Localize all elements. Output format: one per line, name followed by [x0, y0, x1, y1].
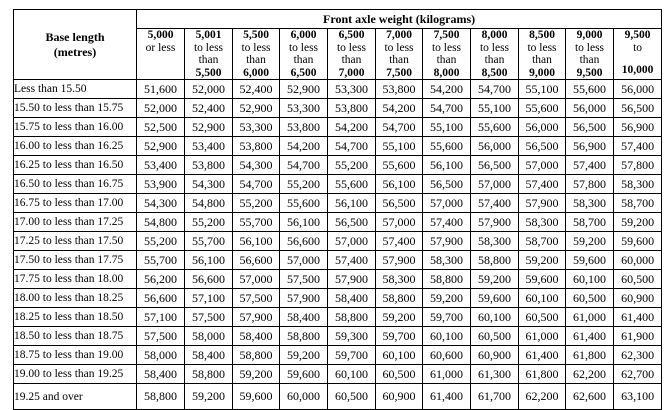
table-row: [14, 137, 662, 156]
table-cell: 59,200: [423, 289, 471, 308]
table-cell: 60,500: [376, 365, 423, 384]
table-cell: 53,800: [233, 137, 280, 156]
table-cell: 53,400: [185, 137, 233, 156]
table-cell: 61,000: [519, 327, 566, 346]
table-cell: 58,800: [423, 270, 471, 289]
column-header: [519, 29, 566, 80]
table-cell: 56,100: [233, 232, 280, 251]
super-header: Front axle weight (kilograms): [137, 10, 662, 29]
table-cell: 58,800: [233, 346, 280, 365]
column-header: [614, 29, 662, 80]
table-cell: 56,500: [471, 156, 519, 175]
row-label: 18.00 to less than 18.25: [14, 289, 137, 308]
table-cell: 59,300: [328, 327, 376, 346]
table-cell: 59,200: [614, 213, 662, 232]
column-header: [280, 29, 328, 80]
table-cell: 60,500: [328, 384, 376, 410]
table-cell: 55,200: [280, 175, 328, 194]
table-cell: 55,100: [519, 80, 566, 99]
table-cell: 54,200: [328, 118, 376, 137]
table-cell: 62,600: [566, 384, 614, 410]
column-header-connector: to less than: [431, 41, 462, 66]
column-header-from: 8,000: [481, 29, 508, 41]
table-cell: 59,200: [185, 384, 233, 410]
table-body: [14, 80, 662, 410]
table-cell: 57,000: [471, 175, 519, 194]
table-cell: 56,500: [519, 137, 566, 156]
row-label: 18.25 to less than 18.50: [14, 308, 137, 327]
table-cell: 54,700: [376, 118, 423, 137]
table-row: [14, 80, 662, 99]
table-cell: 58,800: [376, 289, 423, 308]
table-cell: 58,400: [233, 327, 280, 346]
table-cell: 57,900: [328, 270, 376, 289]
table-cell: 55,200: [233, 194, 280, 213]
table-cell: 54,200: [376, 99, 423, 118]
column-header: [423, 29, 471, 80]
table-cell: 61,400: [519, 346, 566, 365]
table-cell: 58,000: [137, 346, 185, 365]
column-header-connector: to less than: [574, 41, 605, 66]
table-cell: 56,500: [376, 194, 423, 213]
table-cell: 57,800: [566, 175, 614, 194]
table-cell: 56,600: [233, 251, 280, 270]
table-cell: 57,800: [614, 156, 662, 175]
table-cell: 60,500: [614, 270, 662, 289]
column-header-from: 5,001: [195, 29, 222, 41]
table-cell: 54,700: [233, 175, 280, 194]
table-row: [14, 156, 662, 175]
table-cell: 62,200: [519, 384, 566, 410]
column-header: [185, 29, 233, 80]
row-label: 17.00 to less than 17.25: [14, 213, 137, 232]
table-cell: 52,000: [137, 99, 185, 118]
table-cell: 60,900: [614, 289, 662, 308]
table-cell: 54,300: [185, 175, 233, 194]
table-cell: 58,400: [137, 365, 185, 384]
column-header-to: 7,000: [338, 66, 365, 79]
table-cell: 52,900: [185, 118, 233, 137]
table-cell: 57,500: [233, 289, 280, 308]
table-cell: 55,600: [376, 156, 423, 175]
table-cell: 55,100: [376, 137, 423, 156]
row-label: 17.75 to less than 18.00: [14, 270, 137, 289]
table-cell: 54,300: [137, 194, 185, 213]
table-cell: 57,400: [519, 175, 566, 194]
table-cell: 56,000: [519, 118, 566, 137]
column-header: [471, 29, 519, 80]
table-cell: 57,400: [471, 194, 519, 213]
row-label: 15.50 to less than 15.75: [14, 99, 137, 118]
table-cell: 57,500: [185, 308, 233, 327]
table-cell: 55,200: [328, 156, 376, 175]
table-cell: 52,900: [233, 99, 280, 118]
table-cell: 59,700: [423, 308, 471, 327]
table-cell: 59,700: [376, 327, 423, 346]
table-cell: 60,900: [471, 346, 519, 365]
table-cell: 56,900: [566, 137, 614, 156]
column-header-connector: to less than: [288, 41, 319, 66]
table-cell: 55,600: [280, 194, 328, 213]
table-row: [14, 365, 662, 384]
table-cell: 63,100: [614, 384, 662, 410]
table-cell: 53,300: [328, 80, 376, 99]
table-row: [14, 175, 662, 194]
table-cell: 61,700: [471, 384, 519, 410]
column-header-to: 6,500: [290, 66, 317, 79]
table-cell: 59,600: [280, 365, 328, 384]
column-header-from: 7,500: [433, 29, 460, 41]
column-header-to: 10,000: [621, 64, 654, 76]
table-cell: 55,700: [233, 213, 280, 232]
table-cell: 60,100: [471, 308, 519, 327]
table-row: [14, 251, 662, 270]
table-cell: 56,500: [423, 175, 471, 194]
table-cell: 58,300: [423, 251, 471, 270]
table-cell: 58,800: [328, 308, 376, 327]
table-cell: 57,000: [328, 232, 376, 251]
table-row: [14, 308, 662, 327]
table-row: [14, 346, 662, 365]
table-cell: 55,600: [423, 137, 471, 156]
table-cell: 60,500: [471, 327, 519, 346]
table-cell: 55,200: [185, 213, 233, 232]
table-cell: 56,100: [185, 251, 233, 270]
table-cell: 59,200: [233, 365, 280, 384]
table-cell: 54,300: [233, 156, 280, 175]
table-cell: 60,000: [614, 251, 662, 270]
table-cell: 56,600: [137, 289, 185, 308]
row-header-line-2: (metres): [53, 44, 97, 59]
table-cell: 57,900: [423, 232, 471, 251]
column-header-from: 9,000: [576, 29, 603, 41]
table-cell: 59,600: [233, 384, 280, 410]
table-cell: 53,800: [376, 80, 423, 99]
row-header-line-1: Base length: [45, 29, 105, 44]
table-cell: 55,100: [423, 118, 471, 137]
table-cell: 56,100: [280, 213, 328, 232]
column-header: [376, 29, 423, 80]
table-cell: 60,000: [280, 384, 328, 410]
table-row: [14, 327, 662, 346]
column-header-connector: or less: [145, 41, 176, 54]
table-cell: 53,800: [185, 156, 233, 175]
column-header-from: 6,500: [338, 29, 365, 41]
table-cell: 61,300: [471, 365, 519, 384]
table-cell: 58,300: [614, 175, 662, 194]
table-cell: 59,200: [519, 251, 566, 270]
table-cell: 60,100: [519, 289, 566, 308]
column-header-connector: to less than: [241, 41, 271, 66]
table-cell: 61,400: [614, 308, 662, 327]
table-cell: 56,600: [280, 232, 328, 251]
table-cell: 56,100: [328, 194, 376, 213]
table-cell: 56,000: [566, 99, 614, 118]
column-header-from: 8,500: [529, 29, 555, 41]
table-cell: 59,700: [328, 346, 376, 365]
table-cell: 57,900: [519, 194, 566, 213]
table-cell: 51,600: [137, 80, 185, 99]
table-cell: 57,900: [376, 251, 423, 270]
column-header-connector: to less than: [336, 41, 367, 66]
table-row: [14, 384, 662, 410]
column-header-connector: to: [633, 41, 643, 54]
table-cell: 56,900: [614, 118, 662, 137]
table-cell: 58,300: [471, 232, 519, 251]
table-cell: 59,600: [566, 251, 614, 270]
table-row: [14, 118, 662, 137]
table-cell: 57,100: [185, 289, 233, 308]
row-label: 16.50 to less than 16.75: [14, 175, 137, 194]
table-cell: 53,900: [137, 175, 185, 194]
table-cell: 57,400: [566, 156, 614, 175]
table-cell: 56,500: [614, 99, 662, 118]
table-cell: 52,000: [185, 80, 233, 99]
table-cell: 58,800: [185, 365, 233, 384]
table-cell: 53,400: [137, 156, 185, 175]
row-label: 17.50 to less than 17.75: [14, 251, 137, 270]
table-cell: 58,700: [566, 213, 614, 232]
column-header-from: 6,000: [290, 29, 317, 41]
table-cell: 54,700: [328, 137, 376, 156]
table-cell: 56,500: [328, 213, 376, 232]
column-header-from: 5,000: [147, 29, 174, 41]
table-cell: 56,200: [137, 270, 185, 289]
table-cell: 59,600: [519, 270, 566, 289]
table-row: [14, 232, 662, 251]
table-cell: 56,000: [614, 80, 662, 99]
table-cell: 52,900: [137, 137, 185, 156]
table-cell: 54,200: [280, 137, 328, 156]
table-cell: 56,500: [566, 118, 614, 137]
table-cell: 59,200: [280, 346, 328, 365]
table-cell: 58,700: [519, 232, 566, 251]
table-cell: 61,400: [566, 327, 614, 346]
table-cell: 55,600: [519, 99, 566, 118]
table-cell: 58,400: [185, 346, 233, 365]
table-cell: 54,700: [280, 156, 328, 175]
column-header-to: 7,500: [386, 66, 412, 79]
column-header-connector: to less than: [527, 41, 557, 66]
table-cell: 57,500: [137, 327, 185, 346]
table-cell: 54,700: [471, 80, 519, 99]
table-cell: 61,000: [423, 365, 471, 384]
table-cell: 60,900: [376, 384, 423, 410]
column-header-to: 9,000: [529, 66, 555, 79]
table-cell: 55,200: [137, 232, 185, 251]
table-cell: 54,800: [137, 213, 185, 232]
row-label: 16.00 to less than 16.25: [14, 137, 137, 156]
table-cell: 59,600: [471, 289, 519, 308]
table-cell: 61,800: [566, 346, 614, 365]
table-row: [14, 194, 662, 213]
row-label: 16.75 to less than 17.00: [14, 194, 137, 213]
table-cell: 57,400: [328, 251, 376, 270]
table-cell: 59,200: [471, 270, 519, 289]
column-header: [328, 29, 376, 80]
table-cell: 55,700: [137, 251, 185, 270]
table-cell: 58,400: [328, 289, 376, 308]
table-cell: 58,000: [185, 327, 233, 346]
table-cell: 57,400: [423, 213, 471, 232]
table-cell: 57,400: [614, 137, 662, 156]
column-header-to: 8,000: [433, 66, 460, 79]
row-label: 17.25 to less than 17.50: [14, 232, 137, 251]
column-header: [137, 29, 185, 80]
column-header-to: 6,000: [243, 66, 269, 79]
column-header-connector: to less than: [384, 41, 414, 66]
table-cell: 61,000: [566, 308, 614, 327]
table-cell: 57,900: [471, 213, 519, 232]
table-cell: 57,900: [233, 308, 280, 327]
table-cell: 62,700: [614, 365, 662, 384]
table-cell: 57,900: [280, 289, 328, 308]
row-header: [14, 10, 137, 80]
table-cell: 60,500: [566, 289, 614, 308]
column-header: [566, 29, 614, 80]
row-label: 18.50 to less than 18.75: [14, 327, 137, 346]
row-label: 18.75 to less than 19.00: [14, 346, 137, 365]
table-cell: 60,600: [423, 346, 471, 365]
table-cell: 54,700: [423, 99, 471, 118]
table-cell: 59,600: [614, 232, 662, 251]
table-cell: 52,900: [280, 80, 328, 99]
row-label: 19.00 to less than 19.25: [14, 365, 137, 384]
table-cell: 58,300: [376, 270, 423, 289]
table-cell: 56,100: [376, 175, 423, 194]
table-cell: 58,800: [280, 327, 328, 346]
table-cell: 52,500: [137, 118, 185, 137]
table-row: [14, 289, 662, 308]
table-cell: 57,000: [519, 156, 566, 175]
table-cell: 58,700: [614, 194, 662, 213]
table-cell: 62,300: [614, 346, 662, 365]
table-row: [14, 213, 662, 232]
row-label: 16.25 to less than 16.50: [14, 156, 137, 175]
table-row: [14, 99, 662, 118]
table-cell: 56,000: [471, 137, 519, 156]
table-cell: 60,100: [328, 365, 376, 384]
table-cell: 53,300: [233, 118, 280, 137]
table-cell: 55,600: [566, 80, 614, 99]
table-cell: 59,200: [566, 232, 614, 251]
column-header-to: 8,500: [481, 66, 508, 79]
row-label: 19.25 and over: [14, 384, 137, 410]
table-cell: 53,300: [280, 99, 328, 118]
table-cell: 55,100: [471, 99, 519, 118]
table-cell: 55,600: [471, 118, 519, 137]
column-header: [233, 29, 280, 80]
table-cell: 54,800: [185, 194, 233, 213]
table-cell: 54,200: [423, 80, 471, 99]
column-header-from: 7,000: [386, 29, 412, 41]
table-cell: 58,800: [137, 384, 185, 410]
column-header-connector: to less than: [193, 41, 224, 66]
column-header-from: 5,500: [243, 29, 269, 41]
table-cell: 55,600: [328, 175, 376, 194]
column-header-to: 9,500: [576, 66, 603, 79]
table-cell: 53,800: [280, 118, 328, 137]
table-row: [14, 270, 662, 289]
table-cell: 62,200: [566, 365, 614, 384]
table-cell: 57,400: [376, 232, 423, 251]
table-cell: 56,100: [423, 156, 471, 175]
table-cell: 57,500: [280, 270, 328, 289]
table-cell: 52,400: [185, 99, 233, 118]
table-cell: 57,000: [233, 270, 280, 289]
row-label: 15.75 to less than 16.00: [14, 118, 137, 137]
table-cell: 52,400: [233, 80, 280, 99]
row-label: Less than 15.50: [14, 80, 137, 99]
table-cell: 58,800: [471, 251, 519, 270]
table-cell: 60,100: [423, 327, 471, 346]
column-header-from: 9,500: [624, 29, 651, 41]
table-cell: 60,100: [376, 346, 423, 365]
table-cell: 58,400: [280, 308, 328, 327]
table-cell: 55,700: [185, 232, 233, 251]
table-cell: 58,300: [566, 194, 614, 213]
table-cell: 57,000: [280, 251, 328, 270]
super-header-row: [14, 10, 662, 29]
table-cell: 61,400: [423, 384, 471, 410]
table-cell: 58,300: [519, 213, 566, 232]
table-cell: 57,000: [423, 194, 471, 213]
table-cell: 57,000: [376, 213, 423, 232]
table-cell: 53,800: [328, 99, 376, 118]
table-cell: 60,100: [566, 270, 614, 289]
table-cell: 56,600: [185, 270, 233, 289]
table-cell: 59,200: [376, 308, 423, 327]
table-cell: 60,500: [519, 308, 566, 327]
table-header: [14, 10, 662, 80]
table-cell: 61,800: [519, 365, 566, 384]
table-cell: 57,100: [137, 308, 185, 327]
weight-table: [13, 9, 662, 410]
column-header-to: 5,500: [195, 66, 222, 79]
table-cell: 61,900: [614, 327, 662, 346]
column-header-connector: to less than: [479, 41, 510, 66]
